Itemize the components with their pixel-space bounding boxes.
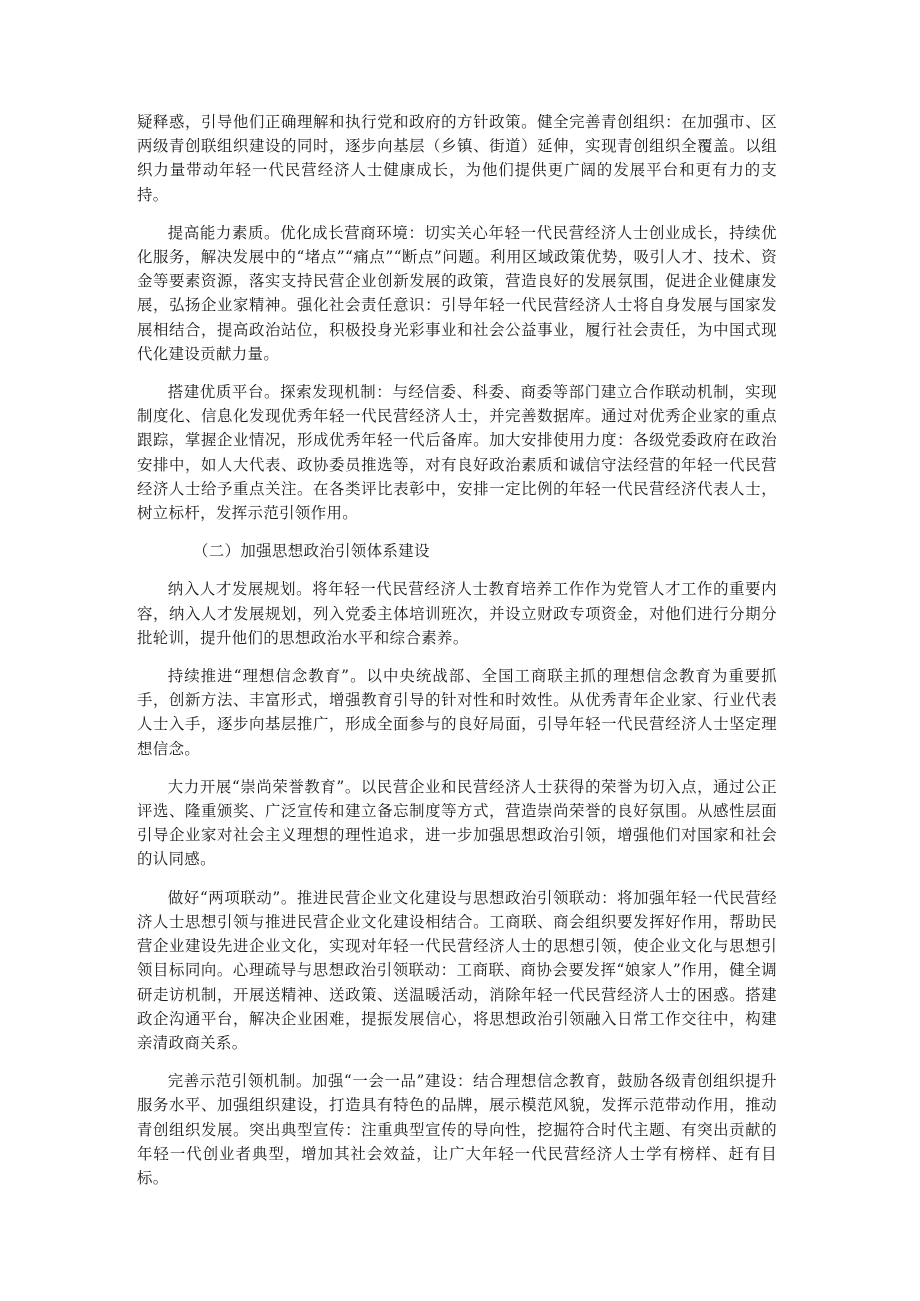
paragraph-platform: 搭建优质平台。探索发现机制：与经信委、科委、商委等部门建立合作联动机制，实现制度化、信息化发现优秀年轻一代民营经济人士，并完善数据库。通过对优秀企业家的重点跟踪，掌握企业情况，形成优秀年轻一代后备库。加大安排使用力度：各级党委政府在政治安排中，如人大代表、政协委员推选等，对有良好政治素质和诚信守法经营的年轻一代民营经济人士给予重点关注。在各类评比表彰中，安排一定比例的年轻一代民营经济代表人士，树立标杆，发挥示范引领作用。 <box>137 383 777 523</box>
section-heading: （二）加强思想政治引领体系建设 <box>193 542 430 561</box>
paragraph-two-linkages: 做好“两项联动”。推进民营企业文化建设与思想政治引领联动：将加强年轻一代民营经济人士思想引领与推进民营企业文化建设相结合。工商联、商会组织要发挥好作用，帮助民营企业建设先进企业文化，实现对年轻一代民营经济人士的思想引领，使企业文化与思想引领目标同向。心理疏导与思想政治引领联动：工商联、商协会要发挥“娘家人”作用，健全调研走访机制，开展送精神、送政策、送温暖活动，消除年轻一代民营经济人士的困惑。搭建政企沟通平台，解决企业困难，提振发展信心，将思想政治引领融入日常工作交往中，构建亲清政商关系。 <box>137 888 777 1052</box>
paragraph-ability: 提高能力素质。优化成长营商环境：切实关心年轻一代民营经济人士创业成长，持续优化服务，解决发展中的“堵点”“痛点”“断点”问题。利用区域政策优势，吸引人才、技术、资金等要素资源，落实支持民营企业创新发展的政策，营造良好的发展氛围，促进企业健康发展，弘扬企业家精神。强化社会责任意识：引导年轻一代民营经济人士将自身发展与国家发展相结合，提高政治站位，积极投身光彩事业和社会公益事业，履行社会责任，为中国式现代化建设贡献力量。 <box>137 223 777 363</box>
paragraph-demonstration: 完善示范引领机制。加强“一会一品”建设：结合理想信念教育，鼓励各级青创组织提升服务水平、加强组织建设，打造具有特色的品牌，展示模范风貌，发挥示范带动作用，推动青创组织发展。突出典型宣传：注重典型宣传的导向性，挖掘符合时代主题、有突出贡献的年轻一代创业者典型，增加其社会效益，让广大年轻一代民营经济人士学有榜样、赶有目标。 <box>137 1072 777 1187</box>
paragraph-honor-education: 大力开展“崇尚荣誉教育”。以民营企业和民营经济人士获得的荣誉为切入点，通过公正评选、隆重颁奖、广泛宣传和建立备忘制度等方式，营造崇尚荣誉的良好氛围。从感性层面引导企业家对社会主义理想的理性追求，进一步加强思想政治引领，增强他们对国家和社会的认同感。 <box>137 777 777 869</box>
paragraph-talent-plan: 纳入人才发展规划。将年轻一代民营经济人士教育培养工作作为党管人才工作的重要内容，纳入人才发展规划，列入党委主体培训班次，并设立财政专项资金，对他们进行分期分批轮训，提升他们的思想政治水平和综合素养。 <box>137 580 777 647</box>
paragraph-ideals-education: 持续推进“理想信念教育”。以中央统战部、全国工商联主抓的理想信念教育为重要抓手，创新方法、丰富形式，增强教育引导的针对性和时效性。从优秀青年企业家、行业代表人士入手，逐步向基层推广，形成全面参与的良好局面，引导年轻一代民营经济人士坚定理想信念。 <box>137 667 777 758</box>
paragraph-continued: 疑释惑，引导他们正确理解和执行党和政府的方针政策。健全完善青创组织：在加强市、区两级青创联组织建设的同时，逐步向基层（乡镇、街道）延伸，实现青创组织全覆盖。以组织力量带动年轻一代民营经济人士健康成长，为他们提供更广阔的发展平台和更有力的支持。 <box>137 113 777 204</box>
document-page <box>137 110 777 1204</box>
